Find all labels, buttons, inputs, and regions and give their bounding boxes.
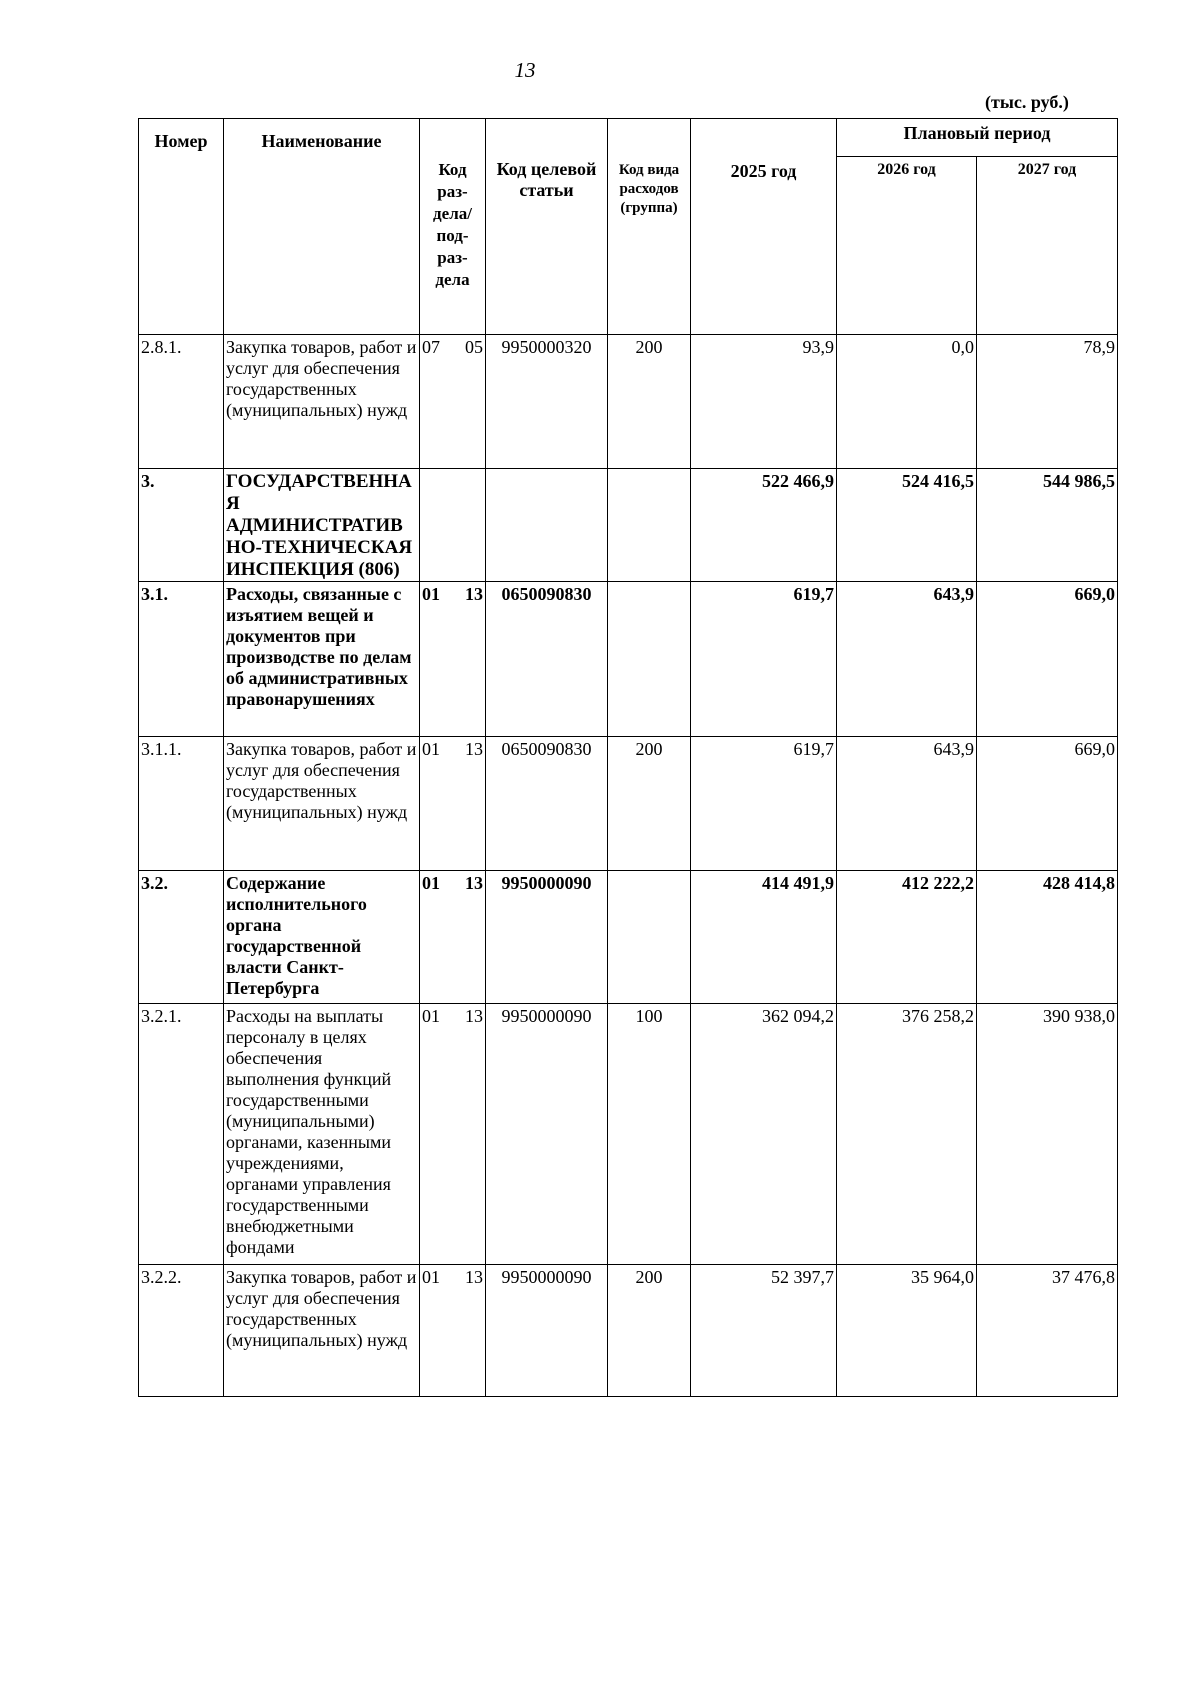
row-value-2027: 428 414,8 bbox=[977, 871, 1118, 1004]
row-name: ГОСУДАРСТВЕННАЯ АДМИНИСТРАТИВНО-ТЕХНИЧЕСКАЯ ИНСПЕКЦИЯ (806) bbox=[224, 469, 420, 582]
row-value-2027: 78,9 bbox=[977, 335, 1118, 469]
table-row bbox=[139, 335, 1118, 469]
row-expense-kind: 200 bbox=[608, 335, 691, 469]
header-num: Номер bbox=[139, 119, 224, 335]
header-year-2025: 2025 год bbox=[691, 119, 837, 335]
row-name: Содержание исполнительного органа государственной власти Санкт-Петербурга bbox=[224, 871, 420, 1004]
subsection-code: 13 bbox=[465, 1267, 483, 1287]
row-value-2025: 52 397,7 bbox=[691, 1265, 837, 1397]
table-row bbox=[139, 582, 1118, 737]
row-number: 3.2.2. bbox=[139, 1265, 224, 1397]
budget-table bbox=[138, 118, 1118, 1397]
row-number: 3.2.1. bbox=[139, 1004, 224, 1265]
row-expense-kind: 200 bbox=[608, 1265, 691, 1397]
row-value-2027: 669,0 bbox=[977, 737, 1118, 871]
row-name: Расходы на выплаты персоналу в целях обеспечения выполнения функций государственными (муниципальными) органами, казенными учреждениями, органами управления государственными внебюджетными фондами bbox=[224, 1004, 420, 1265]
row-value-2026: 643,9 bbox=[837, 582, 977, 737]
row-section-code bbox=[420, 582, 486, 737]
row-target-code: 0650090830 bbox=[486, 582, 608, 737]
page-number: 13 bbox=[514, 58, 536, 82]
row-number: 3.1. bbox=[139, 582, 224, 737]
section-code: 01 bbox=[422, 739, 440, 759]
row-value-2027: 669,0 bbox=[977, 582, 1118, 737]
row-name: Расходы, связанные с изъятием вещей и документов при производстве по делам об административных правонарушениях bbox=[224, 582, 420, 737]
row-name: Закупка товаров, работ и услуг для обеспечения государственных (муниципальных) нужд bbox=[224, 737, 420, 871]
row-expense-kind: 200 bbox=[608, 737, 691, 871]
header-planned-period: Плановый период bbox=[837, 119, 1118, 157]
row-section-code bbox=[420, 469, 486, 582]
row-value-2025: 619,7 bbox=[691, 582, 837, 737]
row-expense-kind bbox=[608, 469, 691, 582]
row-value-2025: 522 466,9 bbox=[691, 469, 837, 582]
row-section-code bbox=[420, 871, 486, 1004]
row-value-2025: 93,9 bbox=[691, 335, 837, 469]
row-value-2025: 619,7 bbox=[691, 737, 837, 871]
row-value-2026: 412 222,2 bbox=[837, 871, 977, 1004]
section-code: 01 bbox=[422, 873, 440, 893]
subsection-code: 13 bbox=[465, 1006, 483, 1026]
row-target-code bbox=[486, 469, 608, 582]
row-number: 3. bbox=[139, 469, 224, 582]
header-target-code: Код целевой статьи bbox=[486, 119, 608, 335]
row-value-2026: 643,9 bbox=[837, 737, 977, 871]
row-target-code: 9950000090 bbox=[486, 1265, 608, 1397]
row-number: 3.2. bbox=[139, 871, 224, 1004]
header-name: Наименование bbox=[224, 119, 420, 335]
row-value-2025: 362 094,2 bbox=[691, 1004, 837, 1265]
subsection-code: 13 bbox=[465, 739, 483, 759]
row-name: Закупка товаров, работ и услуг для обеспечения государственных (муниципальных) нужд bbox=[224, 1265, 420, 1397]
section-code: 01 bbox=[422, 1006, 440, 1026]
table-row bbox=[139, 871, 1118, 1004]
table-row bbox=[139, 1004, 1118, 1265]
header-expense-kind: Код вида расходов (группа) bbox=[608, 119, 691, 335]
row-section-code bbox=[420, 335, 486, 469]
subsection-code: 13 bbox=[465, 584, 483, 604]
row-name: Закупка товаров, работ и услуг для обеспечения государственных (муниципальных) нужд bbox=[224, 335, 420, 469]
row-target-code: 0650090830 bbox=[486, 737, 608, 871]
row-value-2026: 376 258,2 bbox=[837, 1004, 977, 1265]
row-expense-kind bbox=[608, 582, 691, 737]
row-section-code bbox=[420, 1265, 486, 1397]
table-row bbox=[139, 469, 1118, 582]
section-code: 01 bbox=[422, 1267, 440, 1287]
table-row bbox=[139, 737, 1118, 871]
row-section-code bbox=[420, 1004, 486, 1265]
header-year-2027: 2027 год bbox=[977, 157, 1118, 335]
row-value-2026: 0,0 bbox=[837, 335, 977, 469]
row-expense-kind bbox=[608, 871, 691, 1004]
row-value-2027: 390 938,0 bbox=[977, 1004, 1118, 1265]
units-label: (тыс. руб.) bbox=[985, 92, 1069, 112]
header-section-code: Код раз-дела/ под-раз-дела bbox=[420, 119, 486, 335]
header-year-2026: 2026 год bbox=[837, 157, 977, 335]
row-expense-kind: 100 bbox=[608, 1004, 691, 1265]
section-code: 01 bbox=[422, 584, 440, 604]
row-value-2025: 414 491,9 bbox=[691, 871, 837, 1004]
row-section-code bbox=[420, 737, 486, 871]
row-target-code: 9950000090 bbox=[486, 1004, 608, 1265]
subsection-code: 05 bbox=[465, 337, 483, 357]
row-value-2027: 37 476,8 bbox=[977, 1265, 1118, 1397]
row-target-code: 9950000320 bbox=[486, 335, 608, 469]
row-number: 2.8.1. bbox=[139, 335, 224, 469]
row-value-2026: 524 416,5 bbox=[837, 469, 977, 582]
row-value-2027: 544 986,5 bbox=[977, 469, 1118, 582]
row-number: 3.1.1. bbox=[139, 737, 224, 871]
subsection-code: 13 bbox=[465, 873, 483, 893]
table-row bbox=[139, 1265, 1118, 1397]
row-target-code: 9950000090 bbox=[486, 871, 608, 1004]
section-code: 07 bbox=[422, 337, 440, 357]
row-value-2026: 35 964,0 bbox=[837, 1265, 977, 1397]
